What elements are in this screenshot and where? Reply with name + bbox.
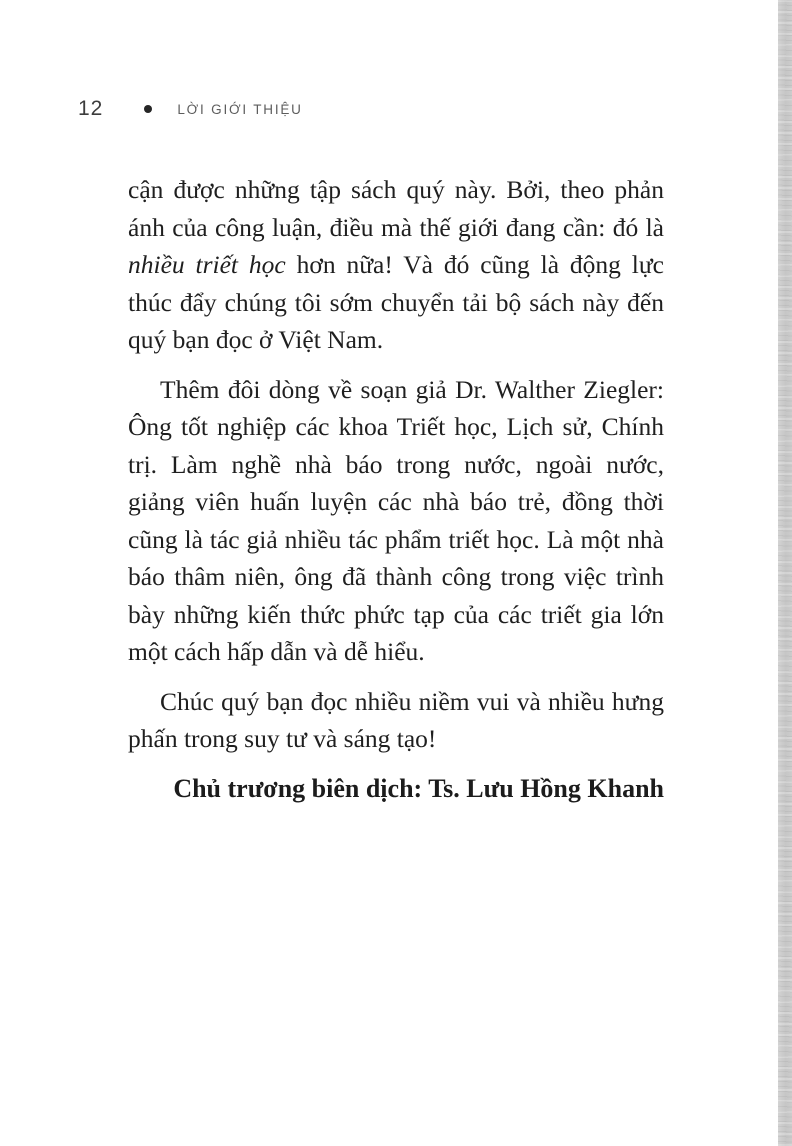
- chapter-title: LỜI GIỚI THIỆU: [177, 101, 303, 117]
- paragraph-1-segment-1: cận được những tập sách quý này. Bởi, theo phản ánh của công luận, điều mà thế giới đang cần: đó là: [128, 175, 664, 242]
- body-text: [128, 171, 664, 807]
- paragraph-2-segment-1: Thêm đôi dòng về soạn giả Dr. Walther Ziegler: Ông tốt nghiệp các khoa Triết học, Lịch sử, Chính trị. Làm nghề nhà báo trong nước, ngoài nước, giảng viên huấn luyện các nhà báo trẻ, đồng thời cũng là tác giả nhiều tác phẩm triết học. Là một nhà báo thâm niên, ông đã thành công trong việc trình bày những kiến thức phức tạp của các triết gia lớn một cách hấp dẫn và dễ hiểu.: [128, 374, 664, 666]
- bullet-separator-icon: [144, 105, 152, 113]
- paragraph-2: [128, 371, 664, 671]
- paragraph-1-segment-italic: nhiều triết học: [128, 250, 286, 279]
- paragraph-1: [128, 171, 664, 359]
- page-number: 12: [78, 97, 104, 120]
- translator-signature: Chủ trương biên dịch: Ts. Lưu Hồng Khanh: [173, 773, 664, 803]
- scanned-page-edge: [778, 0, 792, 1146]
- paragraph-3: [128, 683, 664, 758]
- paragraph-1-segment-3: hơn nữa! Và đó cũng là động lực thúc đẩy chúng tôi sớm chuyển tải bộ sách này đến quý bạn đọc ở Việt Nam.: [128, 250, 665, 354]
- paragraph-3-segment-1: Chúc quý bạn đọc nhiều niềm vui và nhiều hưng phấn trong suy tư và sáng tạo!: [128, 686, 664, 753]
- running-header: [78, 95, 303, 123]
